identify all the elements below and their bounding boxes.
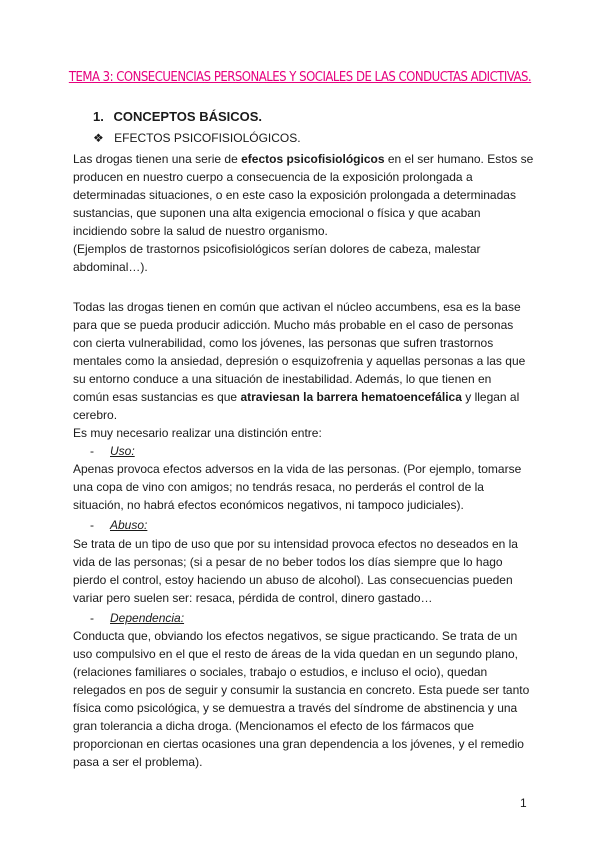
- text-line: Las drogas tienen una serie de efectos psicofisiológicos en el ser humano. Estos se: [73, 152, 534, 166]
- text-line: sustancias, que suponen una alta exigencia emocional o física y que acaban: [73, 206, 481, 220]
- text-line: incidiendo sobre la salud de nuestro organismo.: [73, 224, 328, 238]
- text-line: gran tolerancia a dicha droga. (Mencionamos el efecto de los fármacos que: [73, 719, 474, 733]
- section-heading: [93, 109, 262, 124]
- text-line: mentales como la ansiedad, depresión o esquizofrenia y aquellas personas a las que: [73, 354, 526, 368]
- text-line: Todas las drogas tienen en común que activan el núcleo accumbens, esa es la base: [73, 300, 521, 314]
- text-line: producen en nuestro cuerpo a consecuencia de la exposición prolongada a: [73, 170, 473, 184]
- text-line: relegados en pos de seguir y consumir la sustancia en concreto. Esta puede ser tanto: [73, 683, 530, 697]
- text-line: pasa a ser el problema).: [73, 755, 203, 769]
- text-line: una copa de vino con amigos; no tendrás resaca, no perderás el control de la: [73, 480, 484, 494]
- section-number: 1.: [93, 109, 104, 124]
- term-label: Dependencia:: [110, 611, 185, 625]
- text-line: física como psicológica, y se demuestra a través del síndrome de abstinencia y una: [73, 701, 518, 715]
- section-title: CONCEPTOS BÁSICOS.: [113, 109, 263, 124]
- term-label: Uso:: [110, 444, 135, 458]
- page-number: 1: [520, 796, 527, 810]
- list-item-uso: - Uso:: [90, 444, 135, 458]
- bold-term: atraviesan la barrera hematoencefálica: [240, 390, 462, 404]
- term-label: Abuso:: [110, 518, 148, 532]
- paragraph-uso: [73, 460, 523, 514]
- text-line: determinadas situaciones, o en este caso la exposición prolongada a determinadas: [73, 188, 516, 202]
- list-item-abuso: - Abuso:: [90, 518, 148, 532]
- subsection-heading: [93, 131, 301, 145]
- text-line: para que se pueda producir adicción. Mucho más probable en el caso de personas: [73, 318, 514, 332]
- text-line: (Ejemplos de trastornos psicofisiológicos serían dolores de cabeza, malestar: [73, 242, 481, 256]
- text-line: abdominal…).: [73, 260, 148, 274]
- text-line: situación, no habrá efectos económicos negativos, ni tampoco judiciales).: [73, 498, 464, 512]
- text-line: uso compulsivo en el que el resto de áreas de la vida quedan en un segundo plano,: [73, 647, 518, 661]
- text-line: Apenas provoca efectos adversos en la vida de las personas. (Por ejemplo, tomarse: [73, 462, 522, 476]
- paragraph-nucleo-accumbens: [73, 298, 526, 442]
- text-line: (relaciones familiares o sociales, trabajo o estudios, e incluso el ocio), quedan: [73, 665, 488, 679]
- paragraph-abuso: [73, 535, 523, 607]
- text-line: Se trata de un tipo de uso que por su intensidad provoca efectos no deseados en la: [73, 537, 518, 551]
- text-line: su entorno conduce a una situación de inestabilidad. Además, lo que tienen en: [73, 372, 492, 386]
- document-title: TEMA 3: CONSECUENCIAS PERSONALES Y SOCIALES DE LAS CONDUCTAS ADICTIVAS.: [68, 70, 532, 85]
- text-line: proporcionan en ciertas ocasiones una gran dependencia a los jóvenes, y el remedio: [73, 737, 524, 751]
- paragraph-dependencia: [73, 627, 530, 771]
- diamond-bullet-icon: ❖: [93, 131, 104, 145]
- text-line: pierdo el control, estoy haciendo un abuso de alcohol). Las consecuencias pueden: [73, 573, 513, 587]
- text-line: común esas sustancias es que atraviesan la barrera hematoencefálica y llegan al: [73, 390, 520, 404]
- text-line: cerebro.: [73, 408, 118, 422]
- bold-term: efectos psicofisiológicos: [241, 152, 385, 166]
- subsection-title: EFECTOS PSICOFISIOLÓGICOS.: [114, 131, 301, 145]
- paragraph-efectos: [73, 150, 534, 276]
- text-line: variar pero suelen ser: resaca, pérdida de control, dinero gastado…: [73, 591, 433, 605]
- text-line: Es muy necesario realizar una distinción entre:: [73, 426, 322, 440]
- list-item-dependencia: - Dependencia:: [90, 611, 185, 625]
- text-line: Conducta que, obviando los efectos negativos, se sigue practicando. Se trata de un: [73, 629, 518, 643]
- text-line: vida de las personas; (si a pesar de no beber todos los días siempre que lo hago: [73, 555, 503, 569]
- text-line: con cierta vulnerabilidad, como los jóvenes, las personas que sufren trastornos: [73, 336, 494, 350]
